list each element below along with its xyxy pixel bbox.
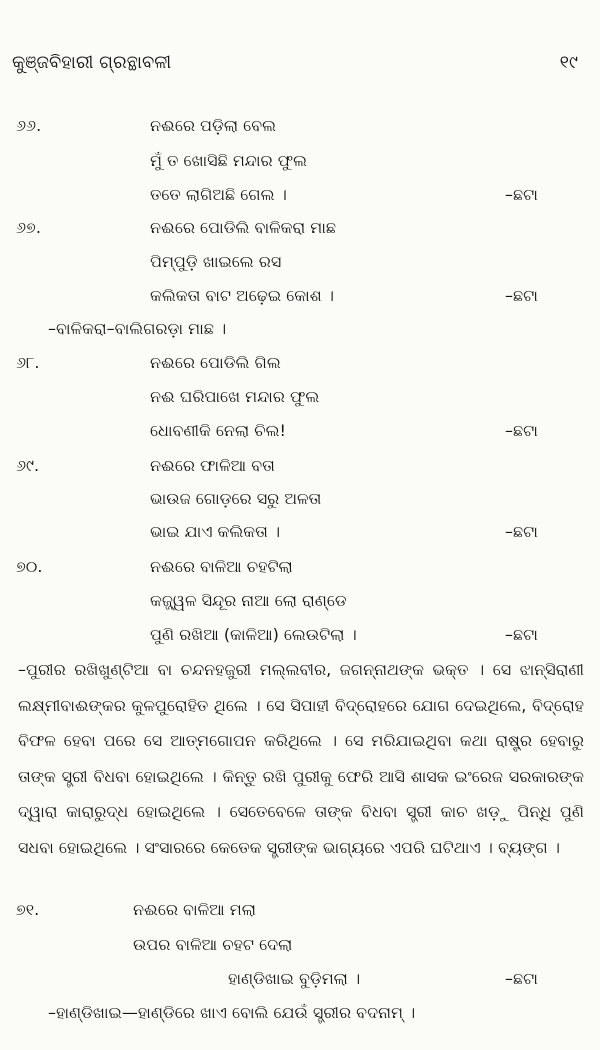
verse-line: ହାଣ୍ଡିଖାଇ ବୁଡ଼ିମଲା । [228,969,361,988]
verse-line: ନଈରେ ବାଳିଆ ମଲା [133,900,256,919]
running-header-title: କୁଞ୍ଜବିହାରୀ ଗ୍ରନ୍ଥାବଳୀ [12,52,172,73]
verse-number: ୭୧. [16,900,40,919]
verse-commentary: –ପୁରୀର ରଖିଖୁଣ୍ଟିଆ ବା ଚନ୍ଦନହଜୁରୀ ମଲ୍ଲବୀର, ଜଗନ୍ନାଥଙ୍କ ଭକ୍ତ । ସେ ଝାନ୍‌ସିରାଣୀ ଲକ୍ଷ୍ମୀବାଈଙ୍କର କୁଳପୁରୋହିତ ଥିଲେ । ସେ ସିପାହୀ ବିଦ୍ରୋହରେ ଯୋଗ ଦେଇଥିଲେ, ବିଦ୍ରୋହ ବିଫଳ ହେବା ପରେ ସେ ଆତ୍ମଗୋପନ କରିଥିଲେ । ସେ ମରିଯାଇଥିବା କଥା ରାଷ୍ଟ୍ର ହେବାରୁ ତାଙ୍କ ସ୍ତ୍ରୀ ବିଧବା ହୋଇଥିଲେ । କିନ୍ତୁ ରଖି ପୁରୀକୁ ଫେରି ଆସି ଶାସକ ଇଂରେଜ ସରକାରଙ୍କ ଦ୍ୱାରା କାରାରୁଦ୍ଧ ହୋଇଥିଲେ । ସେତେବେଳେ ତାଙ୍କ ବିଧବା ସ୍ତ୍ରୀ କାଚ ଖଡ଼ୁ ପିନ୍ଧି ପୁଣି ସଧବା ହୋଇଥିଲେ । ସଂସାରରେ କେତେକ ସ୍ତ୍ରୀଙ୍କ ଭାଗ୍ୟରେ ଏପରି ଘଟିଥାଏ । ବ୍ୟଙ୍ଗ । [18,660,584,857]
chhata-label: –ଛଟା [505,185,538,204]
verse-number: ୬୭. [16,218,41,237]
verse-line: ପିମ୍ପୁଡ଼ି ଖାଇଲେ ରସ [150,252,282,271]
verse-line: ଭାଉଜ ଗୋଡ଼ରେ ସରୁ ଅଳତା [150,489,322,508]
chhata-label: –ଛଟା [505,421,538,440]
verse-line: ଭାଇ ଯାଏ କଲିକତା । [150,522,281,541]
chhata-label: –ଛଟା [505,286,538,305]
verse-line: ନଈରେ ପୋଡିଲି ଗିଲ [150,353,281,372]
verse-line: ନଈରେ ପଡ଼ିଲା ବେଲ [150,116,277,135]
chhata-label: –ଛଟା [505,522,538,541]
verse-line: ନଈରେ ପୋଡିଲି ବାଳିକରା ମାଛ [150,218,337,237]
verse-line: ନଈରେ ବାଳିଆ ଚହଟିଲା [150,557,293,576]
verse-note: –ବାଳିକରା–ବାଲିଗରଡ଼ା ମାଛ । [48,319,227,338]
verse-number: ୬୬. [16,116,42,135]
verse-number: ୬୮. [16,353,40,372]
verse-number: ୬୯. [16,456,40,475]
verse-line: ତତେ ଲାଗିଅଛି ଗେଲ । [150,185,287,204]
verse-line: କଲିକତା ବାଟ ଅଢ଼େଇ କୋଶ । [150,286,334,305]
chhata-label: –ଛଟା [505,625,538,644]
verse-line: ଉପର ବାଳିଆ ଚହଟ ଦେଲା [133,935,293,954]
verse-line: କଜ୍ଜ୍ୱଳ ସିନ୍ଦୂର ନାଆ ଲୋ ରାଣ୍ଡେ [150,591,347,610]
verse-line: ମୁଁ ତ ଖୋସିଛି ମନ୍ଦାର ଫୁଲ [150,151,308,170]
verse-line: ନଈରେ ଫାଳିଆ ବତା [150,456,275,475]
verse-line: ପୁଣି ରଖିଆ (କାଳିଆ) ଲେଉଟିଲା । [150,625,357,644]
page-number: ୧୯ [559,52,578,73]
verse-note: –ହାଣ୍ଡିଖାଇ—ହାଣ୍ଡିରେ ଖାଏ ବୋଲି ଯେଉଁ ସ୍ତ୍ରୀର ବଦନାମ୍ । [48,1003,416,1022]
verse-line: ଧୋବଣୀକି ନେଲା ଚିଲ! [150,421,286,440]
verse-number: ୭୦. [16,557,43,576]
chhata-label: –ଛଟା [505,969,538,988]
verse-line: ନଈ ଘରିପାଖେ ମନ୍ଦାର ଫୁଲ [150,387,320,406]
